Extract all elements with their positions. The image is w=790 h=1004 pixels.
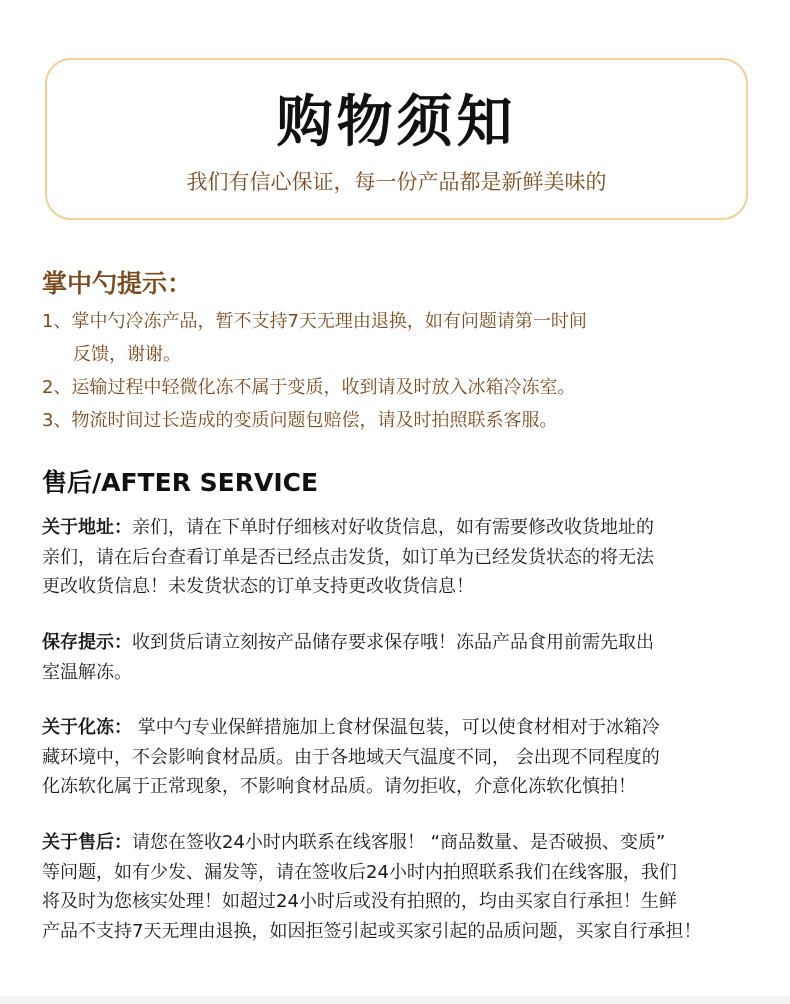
bottom-divider [0, 996, 790, 1004]
after-service-heading: 售后/AFTER SERVICE [42, 468, 319, 497]
tips-heading: 掌中勺提示： [42, 269, 193, 298]
tip-line-1: 1、掌中勺冷冻产品，暂不支持7天无理由退换，如有问题请第一时间 [42, 311, 587, 332]
thaw-line-3: 化冻软化属于正常现象，不影响食材品质。请勿拒收，介意化冻软化慎拍！ [42, 776, 636, 797]
tip-line-2: 2、运输过程中轻微化冻不属于变质，收到请及时放入冰箱冷冻室。 [42, 377, 576, 398]
thaw-label: 关于化冻： [42, 717, 132, 738]
address-label: 关于地址： [42, 517, 132, 538]
after-sales-line-1: 关于售后：请您在签收24小时内联系在线客服！ “商品数量、是否破损、变质” [42, 832, 666, 853]
after-sales-line-4: 产品不支持7天无理由退换，如因拒签引起或买家引起的品质问题，买家自行承担！ [42, 920, 702, 942]
storage-section [42, 628, 762, 687]
storage-line-1: 保存提示：收到货后请立刻按产品储存要求保存哦！冻品产品食用前需先取出 [42, 632, 654, 653]
tip-line-3: 3、物流时间过长造成的变质问题包赔偿，请及时拍照联系客服。 [42, 410, 558, 431]
address-line-2: 亲们，请在后台查看订单是否已经点击发货，如订单为已经发货状态的将无法 [42, 546, 654, 568]
tip-line-1-continued: 反馈，谢谢。 [73, 344, 181, 365]
address-line-3: 更改收货信息！未发货状态的订单支持更改收货信息！ [42, 576, 474, 597]
after-sales-label: 关于售后： [42, 832, 132, 853]
storage-line-2: 室温解冻。 [42, 661, 132, 683]
thaw-line-1: 关于化冻： 掌中勺专业保鲜措施加上食材保温包装，可以使食材相对于冰箱冷 [42, 717, 660, 738]
header-card [45, 58, 748, 220]
address-section [42, 513, 762, 602]
after-sales-line-3: 将及时为您核实处理！如超过24小时后或没有拍照的，均由买家自行承担！生鲜 [42, 891, 677, 912]
after-sales-line-2: 等问题，如有少发、漏发等，请在签收后24小时内拍照联系我们在线客服，我们 [42, 861, 677, 883]
page-subtitle: 我们有信心保证，每一份产品都是新鲜美味的 [186, 170, 607, 194]
page-title: 购物须知 [276, 89, 517, 155]
thaw-line-2: 藏环境中，不会影响食材品质。由于各地域天气温度不同， 会出现不同程度的 [42, 746, 660, 768]
address-line-1: 关于地址：亲们，请在下单时仔细核对好收货信息，如有需要修改收货地址的 [42, 517, 654, 538]
thaw-section [42, 713, 762, 802]
storage-label: 保存提示： [42, 632, 132, 653]
after-sales-section [42, 828, 762, 946]
